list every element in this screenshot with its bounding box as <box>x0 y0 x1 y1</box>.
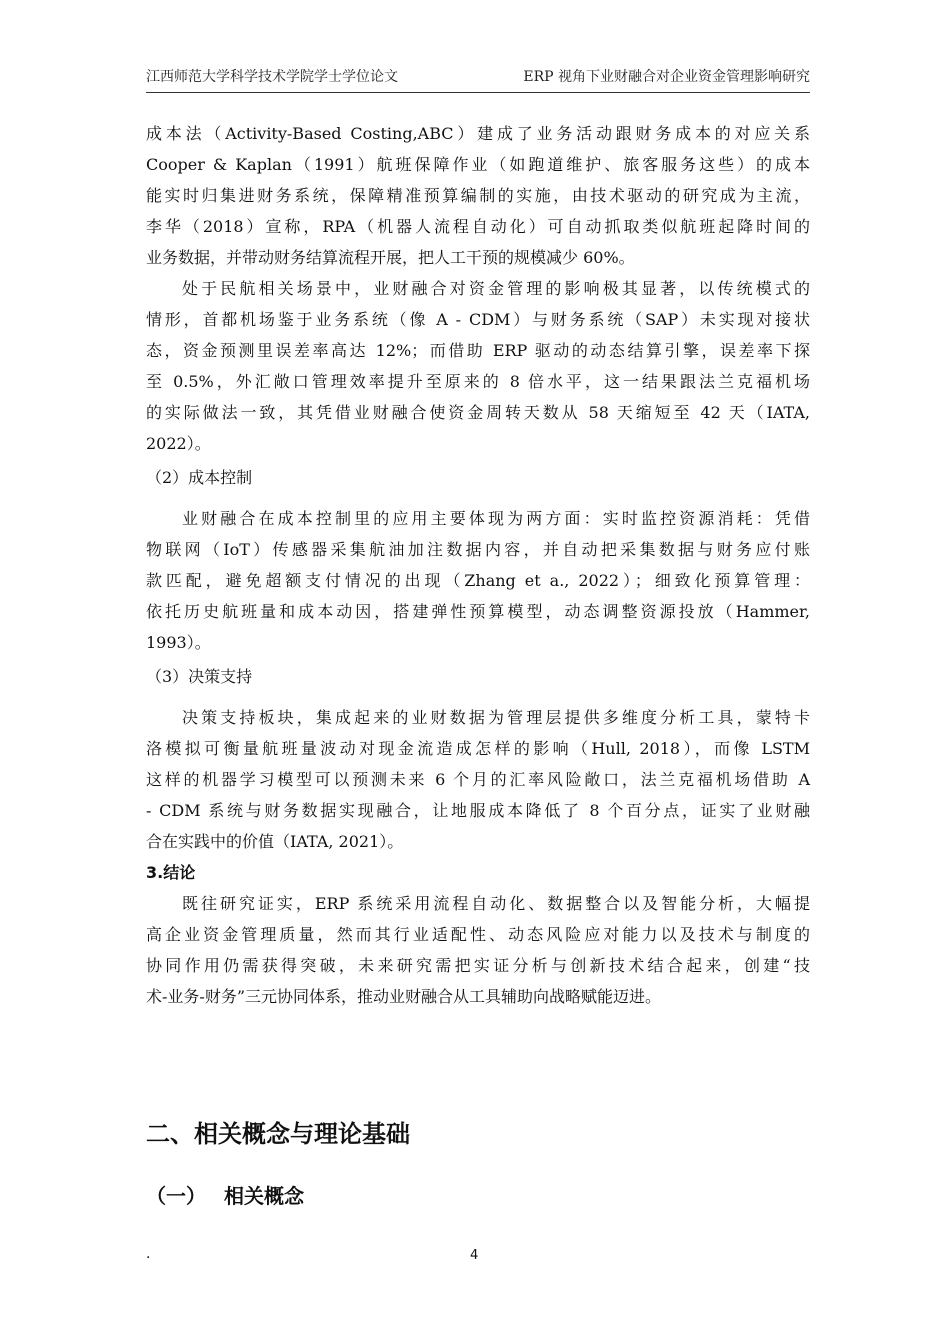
text-line: 1993）。 <box>146 633 211 652</box>
body-text <box>146 118 810 1012</box>
page-header <box>146 66 810 86</box>
text-line: 洛模拟可衡量航班量波动对现金流造成怎样的影响（Hull, 2018），而像 LSTM <box>146 739 810 758</box>
text-line: 款匹配，避免超额支付情况的出现（Zhang et a., 2022）；细致化预算管理： <box>146 571 810 590</box>
text-line: 既往研究证实，ERP 系统采用流程自动化、数据整合以及智能分析，大幅提 <box>182 894 810 913</box>
section-title: 相关概念 <box>224 1184 304 1208</box>
paragraph-aviation-scenario <box>146 273 810 459</box>
text-line: 的实际做法一致，其凭借业财融合使资金周转天数从 58 天缩短至 42 天（IATA, <box>146 403 810 422</box>
header-divider <box>146 92 810 93</box>
text-line: 依托历史航班量和成本动因，搭建弹性预算模型，动态调整资源投放（Hammer, <box>146 602 810 621</box>
header-right-title: ERP 视角下业财融合对企业资金管理影响研究 <box>523 69 810 85</box>
text-line: 2022）。 <box>146 434 211 453</box>
subheading-decision-support: （3）决策支持 <box>146 667 253 686</box>
text-line: Cooper & Kaplan（1991）航班保障作业（如跑道维护、旅客服务这些）的成本 <box>146 155 810 174</box>
text-line: 决策支持板块，集成起来的业财数据为管理层提供多维度分析工具，蒙特卡 <box>182 708 810 727</box>
text-line: 术-业务-财务”三元协同体系，推动业财融合从工具辅助向战略赋能迈进。 <box>146 987 661 1006</box>
section-title-conclusion: 3.结论 <box>146 863 196 882</box>
chapter-title: 二、相关概念与理论基础 <box>146 1120 410 1148</box>
text-line: - CDM 系统与财务数据实现融合，让地服成本降低了 8 个百分点，证实了业财融 <box>146 801 810 820</box>
header-left-title: 江西师范大学科学技术学院学士学位论文 <box>146 69 398 85</box>
text-line: 业务数据，并带动财务结算流程开展，把人工干预的规模减少 60%。 <box>146 248 635 267</box>
page-number: 4 <box>470 1248 479 1263</box>
subheading-cost-control: （2）成本控制 <box>146 468 253 487</box>
section-number: （一） <box>146 1184 206 1208</box>
text-line: 合在实践中的价值（IATA, 2021）。 <box>146 832 404 851</box>
paragraph-cost-control <box>146 503 810 658</box>
text-line: 态，资金预测里误差率高达 12%；而借助 ERP 驱动的动态结算引擎，误差率下探 <box>146 341 810 360</box>
text-line: 李华（2018）宣称，RPA（机器人流程自动化）可自动抓取类似航班起降时间的 <box>146 217 810 236</box>
section-heading <box>146 1180 304 1209</box>
text-line: 高企业资金管理质量，然而其行业适配性、动态风险应对能力以及技术与制度的 <box>146 925 810 944</box>
text-line: 处于民航相关场景中，业财融合对资金管理的影响极其显著，以传统模式的 <box>182 279 810 298</box>
paragraph-abc-costing <box>146 118 810 273</box>
text-line: 物联网（IoT）传感器采集航油加注数据内容，并自动把采集数据与财务应付账 <box>146 540 810 559</box>
text-line: 至 0.5%，外汇敞口管理效率提升至原来的 8 倍水平，这一结果跟法兰克福机场 <box>146 372 810 391</box>
paragraph-decision-support <box>146 702 810 857</box>
text-line: 成本法（Activity-Based Costing,ABC）建成了业务活动跟财务成本的对应关系 <box>146 124 810 143</box>
paragraph-conclusion <box>146 888 810 1012</box>
text-line: 这样的机器学习模型可以预测未来 6 个月的汇率风险敞口，法兰克福机场借助 A <box>146 770 810 789</box>
footer-dot: · <box>146 1250 151 1266</box>
text-line: 情形，首都机场鉴于业务系统（像 A - CDM）与财务系统（SAP）未实现对接状 <box>146 310 810 329</box>
text-line: 业财融合在成本控制里的应用主要体现为两方面：实时监控资源消耗：凭借 <box>182 509 810 528</box>
text-line: 协同作用仍需获得突破，未来研究需把实证分析与创新技术结合起来，创建“技 <box>146 956 810 975</box>
text-line: 能实时归集进财务系统，保障精准预算编制的实施，由技术驱动的研究成为主流， <box>146 186 810 205</box>
